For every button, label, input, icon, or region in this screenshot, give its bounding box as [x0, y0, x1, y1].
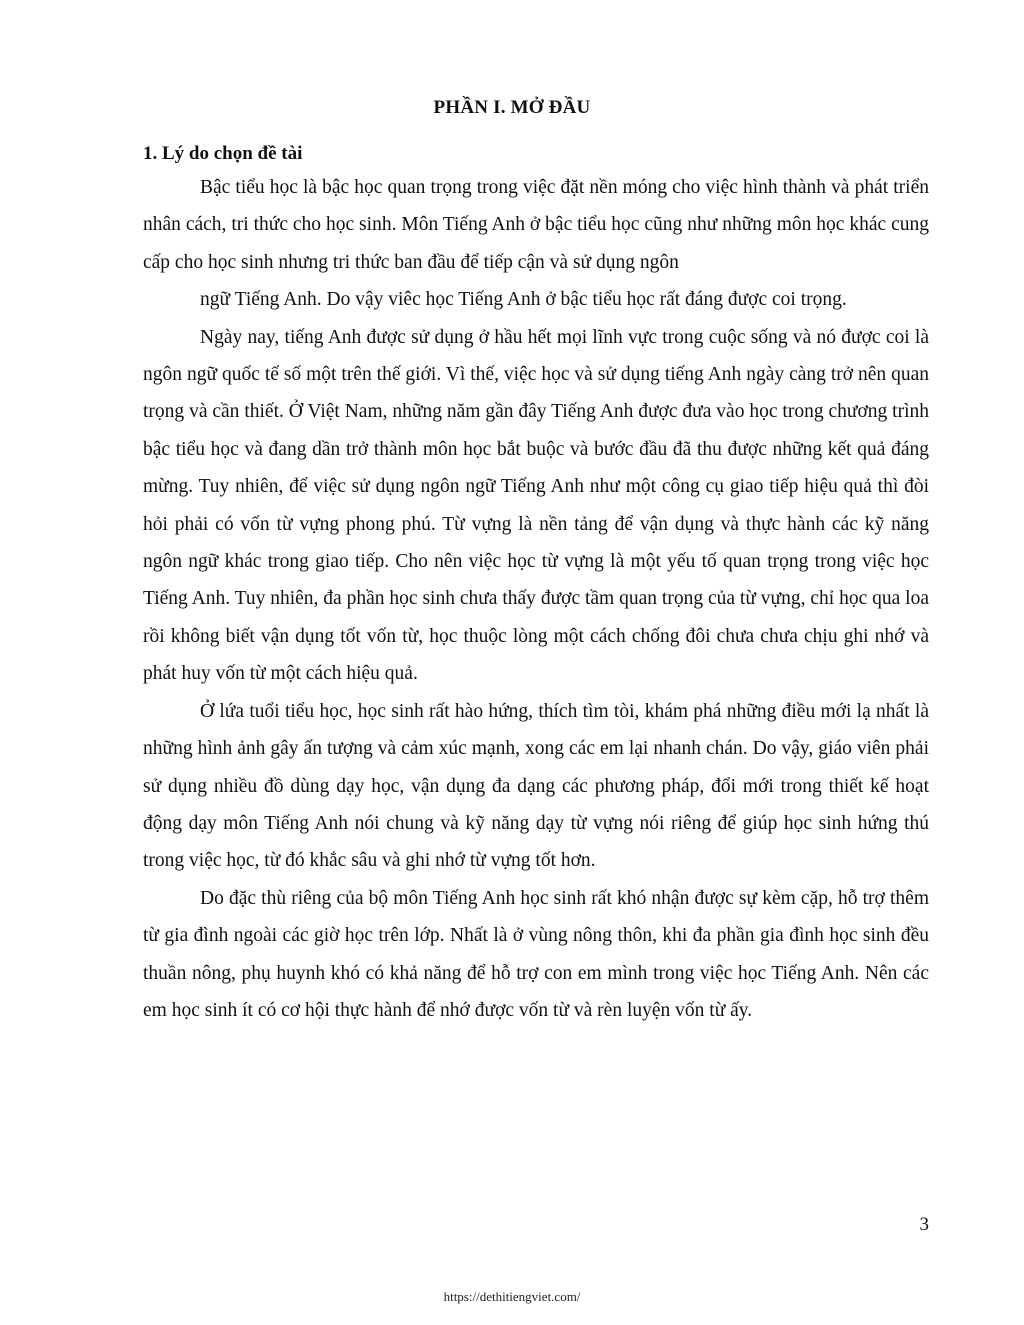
footer-url-link[interactable]: https://dethitiengviet.com/ [443, 1289, 581, 1304]
paragraph-5: Do đặc thù riêng của bộ môn Tiếng Anh học sinh rất khó nhận được sự kèm cặp, hỗ trợ thêm từ gia đình ngoài các giờ học trên lớp. Nhất là ở vùng nông thôn, khi đa phần gia đình học sinh đều thuần nông, phụ huynh khó có khả năng để hỗ trợ con em mình trong việc học Tiếng Anh. Nên các em học sinh ít có cơ hội thực hành để nhớ được vốn từ và rèn luyện vốn từ ấy. [143, 887, 929, 1021]
paragraph-3: Ngày nay, tiếng Anh được sử dụng ở hầu hết mọi lĩnh vực trong cuộc sống và nó được coi là ngôn ngữ quốc tế số một trên thế giới. Vì thế, việc học và sử dụng tiếng Anh ngày càng trở nên quan trọng và cần thiết. Ở Việt Nam, những năm gần đây Tiếng Anh được đưa vào học trong chương trình bậc tiểu học và đang dần trở thành môn học bắt buộc và bước đầu đã thu được những kết quả đáng mừng. Tuy nhiên, để việc sử dụng ngôn ngữ Tiếng Anh như một công cụ giao tiếp hiệu quả thì đòi hỏi phải có vốn từ vựng phong phú. Từ vựng là nền tảng để vận dụng và thực hành các kỹ năng ngôn ngữ khác trong giao tiếp. Cho nên việc học từ vựng là một yếu tố quan trọng trong việc học Tiếng Anh. Tuy nhiên, đa phần học sinh chưa thấy được tầm quan trọng của từ vựng, chỉ học qua loa rồi không biết vận dụng tốt vốn từ, học thuộc lòng một cách chống đôi chưa chưa chịu ghi nhớ và phát huy vốn từ một cách hiệu quả. [143, 326, 929, 685]
paragraph-4: Ở lứa tuổi tiểu học, học sinh rất hào hứng, thích tìm tòi, khám phá những điều mới lạ nhất là những hình ảnh gây ấn tượng và cảm xúc mạnh, xong các em lại nhanh chán. Do vậy, giáo viên phải sử dụng nhiều đồ dùng dạy học, vận dụng đa dạng các phương pháp, đổi mới trong thiết kế hoạt động dạy môn Tiếng Anh nói chung và kỹ năng dạy từ vựng nói riêng để giúp học sinh hứng thú trong việc học, từ đó khắc sâu và ghi nhớ từ vựng tốt hơn. [143, 700, 929, 872]
paragraph-2: ngữ Tiếng Anh. Do vậy viêc học Tiếng Anh ở bậc tiểu học rất đáng được coi trọng. [200, 289, 847, 311]
section-title: 1. Lý do chọn đề tài [143, 143, 303, 164]
part-heading: PHẦN I. MỞ ĐẦU [433, 97, 591, 118]
paragraph-1: Bậc tiểu học là bậc học quan trọng trong việc đặt nền móng cho việc hình thành và phát triển nhân cách, tri thức cho học sinh. Môn Tiếng Anh ở bậc tiểu học cũng như những môn học khác cung cấp cho học sinh nhưng tri thức ban đầu để tiếp cận và sử dụng ngôn [143, 177, 929, 273]
page-number: 3 [919, 1214, 929, 1235]
body-text [143, 169, 929, 1029]
